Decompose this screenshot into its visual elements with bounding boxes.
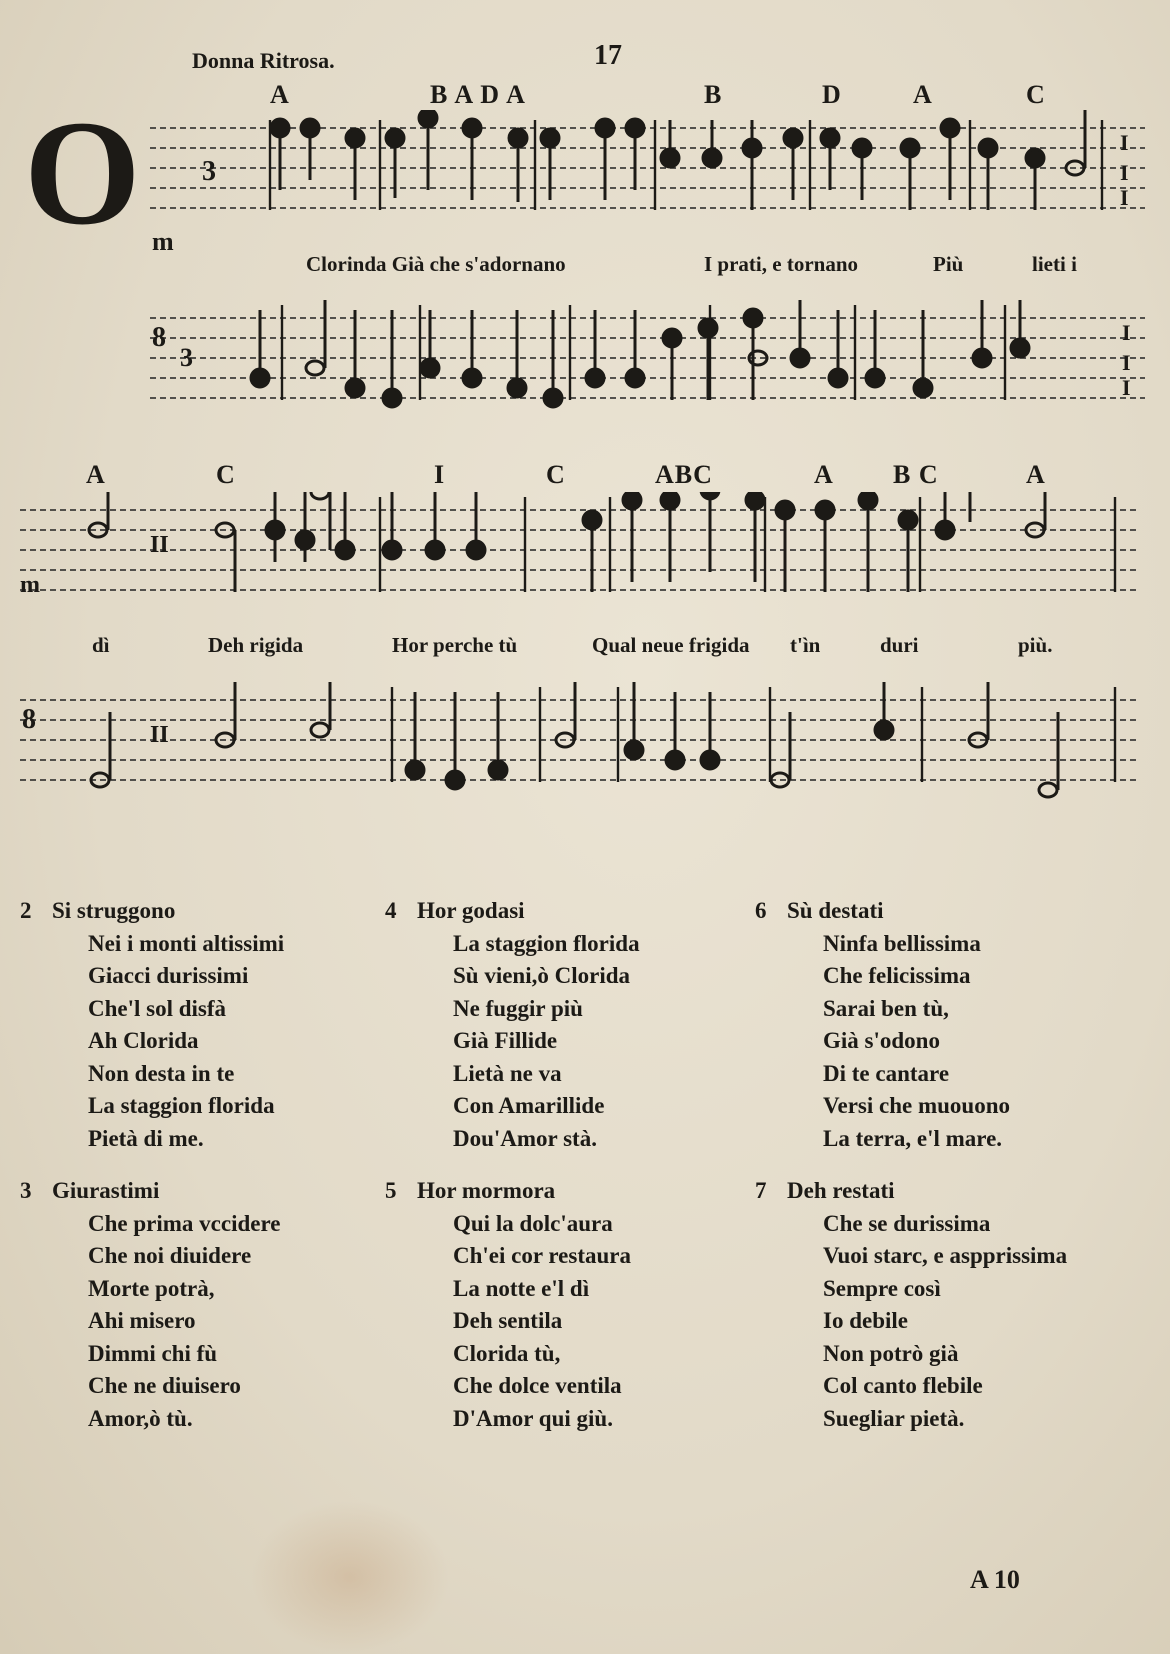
chord-letter: ABC xyxy=(655,460,713,489)
staff-1 xyxy=(150,110,1150,250)
svg-text:8: 8 xyxy=(22,704,36,735)
verse-line: Morte potrà, xyxy=(88,1275,215,1301)
staff-3 xyxy=(20,492,1150,622)
svg-text:I: I xyxy=(1120,185,1129,210)
lyric: più. xyxy=(1018,633,1053,657)
lyric: Clorinda Già che s'adornano xyxy=(306,252,566,276)
signature-mark: A 10 xyxy=(970,1565,1020,1594)
verse-line: Ninfa bellissima xyxy=(823,930,981,956)
verse-line: Qui la dolc'aura xyxy=(453,1210,613,1236)
svg-text:II: II xyxy=(150,532,169,558)
staff-2 xyxy=(150,300,1150,430)
verse-line: D'Amor qui giù. xyxy=(453,1405,613,1431)
stanza-5 xyxy=(385,1175,725,1435)
svg-text:m: m xyxy=(20,572,40,598)
stanza-number: 6 xyxy=(755,898,767,923)
chord-letter: A xyxy=(86,460,106,489)
stanza-number: 5 xyxy=(385,1178,397,1203)
chord-letter: C xyxy=(216,460,236,489)
page-number: 17 xyxy=(594,40,622,71)
verse-line: Non desta in te xyxy=(88,1060,235,1086)
stanza-first-line: Hor mormora xyxy=(417,1178,556,1203)
verse-line: Che prima vccidere xyxy=(88,1210,281,1236)
stanza-7 xyxy=(755,1175,1150,1435)
svg-text:I: I xyxy=(1122,350,1131,375)
stanza-4 xyxy=(385,895,725,1155)
verse-line: Con Amarillide xyxy=(453,1093,605,1118)
verse-line: Lietà ne va xyxy=(453,1060,562,1086)
verse-line: Già s'odono xyxy=(823,1028,940,1053)
verse-line: Nei i monti altissimi xyxy=(88,930,285,956)
verse-line: Dou'Amor stà. xyxy=(453,1125,597,1151)
chord-letter: A xyxy=(270,80,290,109)
staff-4 xyxy=(20,682,1150,812)
svg-text:3: 3 xyxy=(180,343,193,372)
chord-letter: D xyxy=(822,80,842,109)
verse-line: Vuoi starc, e aspprissima xyxy=(823,1243,1068,1268)
verse-line: Ne fuggir più xyxy=(453,995,583,1021)
verse-line: Pietà di me. xyxy=(88,1125,204,1151)
verse-line: Io debile xyxy=(823,1308,908,1333)
stanza-number: 4 xyxy=(385,898,397,923)
verse-line: Non potrò già xyxy=(823,1340,959,1366)
chord-letter: C xyxy=(1026,80,1046,109)
stanza-first-line: Sù destati xyxy=(787,898,884,923)
svg-text:I: I xyxy=(1122,320,1131,345)
chord-letter: A xyxy=(1026,460,1046,489)
chord-letter: A xyxy=(913,80,933,109)
stanza-number: 3 xyxy=(20,1178,32,1203)
chord-letter: A xyxy=(814,460,834,489)
verse-line: Sarai ben tù, xyxy=(823,995,949,1021)
stanza-first-line: Deh restati xyxy=(787,1178,895,1203)
clef-mark: m xyxy=(152,227,174,250)
verse-line: Che felicissima xyxy=(823,963,971,988)
svg-text:I: I xyxy=(1120,130,1129,155)
verse-line: La notte e'l dì xyxy=(453,1275,590,1301)
stanza-6 xyxy=(755,895,1150,1155)
svg-text:I: I xyxy=(1120,160,1129,185)
verse-line: Ah Clorida xyxy=(88,1028,199,1053)
stanza-3 xyxy=(20,1175,360,1435)
lyric: t'ìn xyxy=(790,633,821,657)
verse-line: Ch'ei cor restaura xyxy=(453,1243,632,1268)
verse-line: Suegliar pietà. xyxy=(823,1405,965,1431)
verse-line: Sempre così xyxy=(823,1275,941,1301)
chord-letter: I xyxy=(434,460,446,489)
stanza-first-line: Si struggono xyxy=(52,898,176,923)
verse-line: La staggion florida xyxy=(88,1093,275,1118)
stanza-first-line: Hor godasi xyxy=(417,898,525,923)
chord-letter: B A D A xyxy=(430,80,526,109)
verse-line: Clorida tù, xyxy=(453,1340,561,1366)
verse-line: Ahi misero xyxy=(88,1308,196,1333)
svg-text:3: 3 xyxy=(202,156,216,187)
chord-letter: C xyxy=(546,460,566,489)
lyric: Hor perche tù xyxy=(392,633,518,657)
lyric: I prati, e tornano xyxy=(704,252,858,276)
stanza-first-line: Giurastimi xyxy=(52,1178,160,1203)
paper-stain xyxy=(250,1500,450,1654)
verse-line: Di te cantare xyxy=(823,1060,950,1086)
verse-line: Sù vieni,ò Clorida xyxy=(453,963,631,988)
verse-line: Che noi diuidere xyxy=(88,1243,252,1268)
svg-text:II: II xyxy=(150,722,169,748)
svg-text:I: I xyxy=(1122,375,1131,400)
chord-letter: B xyxy=(704,80,723,109)
verse-line: Dimmi chi fù xyxy=(88,1340,218,1366)
verse-line: La terra, e'l mare. xyxy=(823,1125,1003,1151)
verse-line: Versi che muouono xyxy=(823,1093,1010,1118)
stanza-number: 7 xyxy=(755,1178,767,1203)
running-title: Donna Ritrosa. xyxy=(192,48,335,73)
verse-line: La staggion florida xyxy=(453,930,640,956)
svg-text:8: 8 xyxy=(152,322,166,353)
lyric: Deh rigida xyxy=(208,633,304,657)
verse-line: Col canto flebile xyxy=(823,1373,983,1398)
verse-line: Già Fillide xyxy=(453,1028,558,1053)
lyric: Qual neue frigida xyxy=(592,633,750,657)
verse-line: Che ne diuisero xyxy=(88,1373,241,1398)
verse-line: Giacci durissimi xyxy=(88,963,249,988)
verse-line: Che se durissima xyxy=(823,1210,991,1236)
lyric: dì xyxy=(92,633,110,657)
lyric: duri xyxy=(880,633,919,657)
verse-line: Che dolce ventila xyxy=(453,1373,622,1398)
stanza-2 xyxy=(20,895,360,1155)
verse-line: Amor,ò tù. xyxy=(88,1405,193,1431)
decorated-initial: O xyxy=(24,90,141,256)
verse-line: Deh sentila xyxy=(453,1308,563,1333)
lyric: Più xyxy=(933,252,964,276)
lyric: lieti i xyxy=(1032,252,1077,276)
stanza-number: 2 xyxy=(20,898,32,923)
verse-line: Che'l sol disfà xyxy=(88,995,227,1021)
chord-letter: B C xyxy=(893,460,939,489)
